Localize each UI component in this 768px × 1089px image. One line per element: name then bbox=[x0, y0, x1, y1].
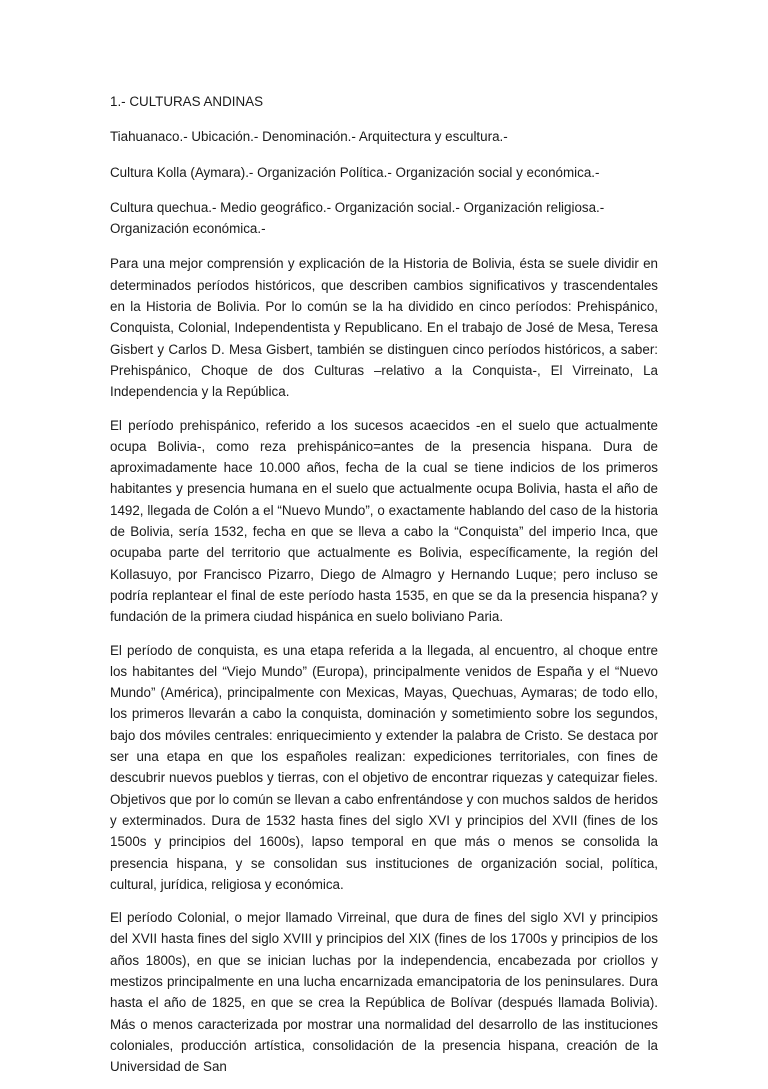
section-heading: 1.- CULTURAS ANDINAS bbox=[110, 94, 264, 109]
topic-quechua: Cultura quechua.- Medio geográfico.- Organización social.- Organización religiosa.- bbox=[110, 199, 605, 215]
paragraph-conquest: El período de conquista, es una etapa referida a la llegada, al encuentro, al choque entre los habitantes del “Viejo Mundo” (Europa), principalmente venidos de España y el “Nuevo Mundo” (América), principalmente con Mexicas, Mayas, Quechuas, Aymaras; de todo ello, los primeros llevarán a cabo la conquista, dominación y sometimiento sobre los segundos, bajo dos móviles centrales: enriquecimiento y extender la palabra de Cristo. Se destaca por ser una etapa en que los españoles realizan: expediciones territoriales, con fines de descubrir nuevos pueblos y tierras, con el objetivo de encontrar riquezas y catequizar fieles. Objetivos que por lo común se llevan a cabo enfrentándose y con muchos saldos de heridos y exterminados. Dura de 1532 hasta fines del siglo XVI y principios del XVII (fines de los 1500s y principios del 1600s), lapso temporal en que más o menos se consolida la presencia hispana, y se consolidan sus instituciones de organización social, política, cultural, jurídica, religiosa y económica. bbox=[110, 642, 658, 892]
topic-tiahuanaco: Tiahuanaco.- Ubicación.- Denominación.- Arquitectura y escultura.- bbox=[110, 129, 508, 145]
document-body bbox=[110, 91, 658, 1089]
paragraph-colonial: El período Colonial, o mejor llamado Virreinal, que dura de fines del siglo XVI y principios del XVII hasta fines del siglo XVIII y principios del XIX (fines de los 1700s y principios de los años 1800s), en que se inician luchas por la independencia, encabezada por criollos y mestizos principalmente en una lucha encarnizada emancipatoria de los peninsulares. Dura hasta el año de 1825, en que se crea la República de Bolívar (después llamada Bolivia). Más o menos caracterizada por mostrar una normalidad del desarrollo de las instituciones coloniales, producción artística, consolidación de la presencia hispana, creación de la Universidad de San bbox=[110, 910, 658, 1075]
topic-kolla: Cultura Kolla (Aymara).- Organización Política.- Organización social y económica.- bbox=[110, 164, 600, 180]
paragraph-prehispanic: El período prehispánico, referido a los sucesos acaecidos -en el suelo que actualmente ocupa Bolivia-, como reza prehispánico=antes de la presencia hispana. Dura de aproximadamente hace 10.000 años, fecha de la cual se tiene indicios de los primeros habitantes y presencia humana en el suelo que actualmente ocupa Bolivia, hasta el año de 1492, llegada de Colón a el “Nuevo Mundo”, o exactamente hablando del caso de la historia de Bolivia, sería 1532, fecha en que se lleva a cabo la “Conquista” del imperio Inca, que ocupaba parte del territorio que actualmente es Bolivia, específicamente, la región del Kollasuyo, por Francisco Pizarro, Diego de Almagro y Hernando Luque; pero incluso se podría replantear el final de este período hasta 1535, en que se da la presencia hispana? y fundación de la primera ciudad hispánica en suelo boliviano Paria. bbox=[110, 417, 658, 625]
topic-quechua-continued: Organización económica.- bbox=[110, 221, 266, 237]
paragraph-periods: Para una mejor comprensión y explicación de la Historia de Bolivia, ésta se suele dividir en determinados períodos históricos, que describen cambios significativos y trascendentales en la Historia de Bolivia. Por lo común se la ha dividido en cinco períodos: Prehispánico, Conquista, Colonial, Independentista y Republicano. En el trabajo de José de Mesa, Teresa Gisbert y Carlos D. Mesa Gisbert, también se distinguen cinco períodos históricos, a saber: Prehispánico, Choque de dos Culturas –relativo a la Conquista-, El Virreinato, La Independencia y la República. bbox=[110, 256, 658, 400]
